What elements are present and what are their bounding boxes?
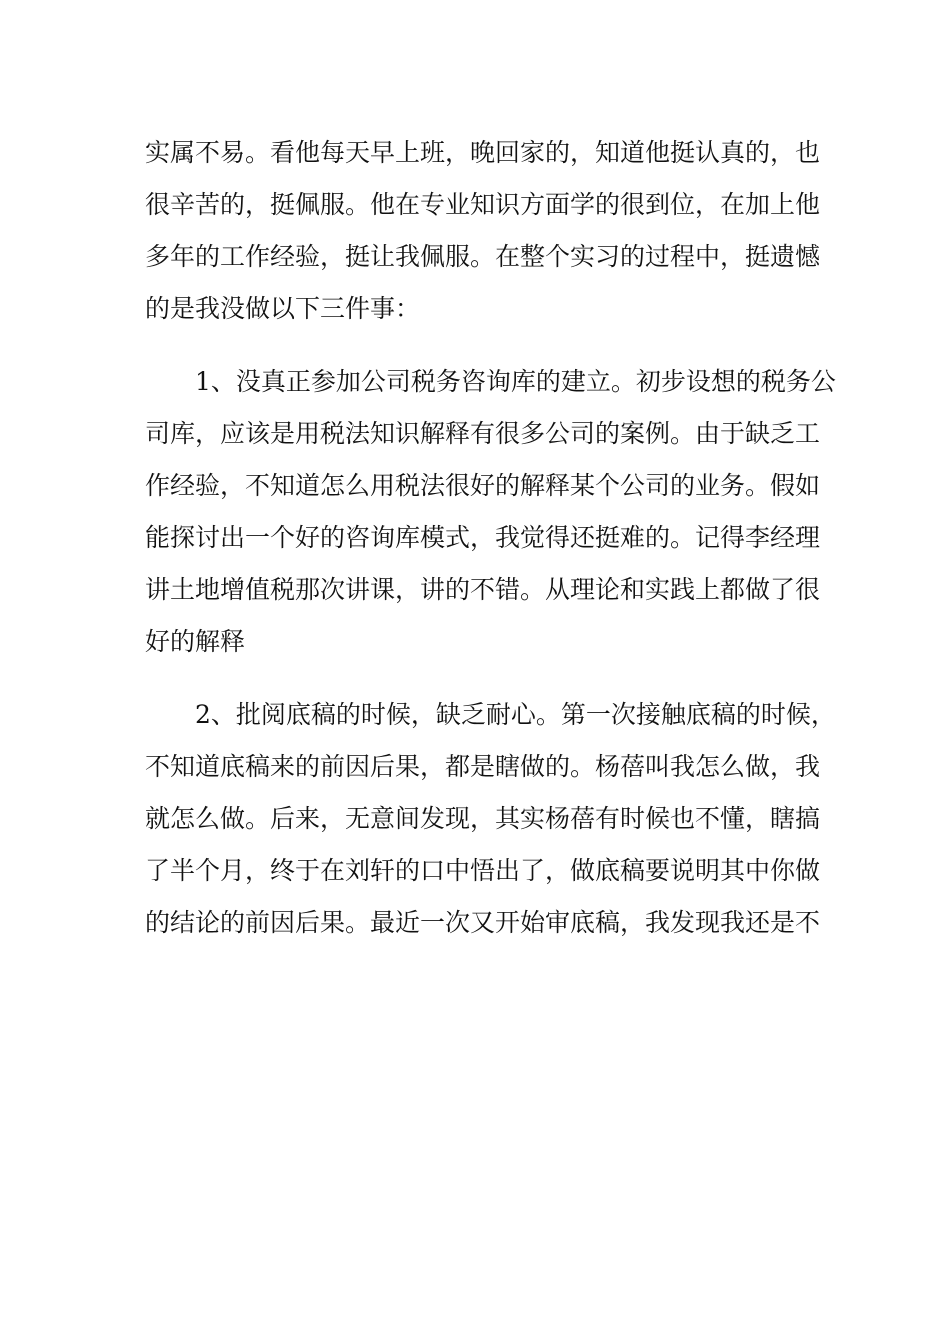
text-line: 讲土地增值税那次讲课，讲的不错。从理论和实践上都做了很 [145, 575, 821, 604]
text-line: 就怎么做。后来，无意间发现，其实杨蓓有时候也不懂，瞎搞 [145, 804, 821, 833]
text-line: 好的解释 [145, 627, 246, 656]
paragraph-gap [145, 668, 807, 689]
text-line: 能探讨出一个好的咨询库模式，我觉得还挺难的。记得李经理 [145, 523, 821, 552]
paragraph-2 [145, 356, 836, 668]
text-line: 多年的工作经验，挺让我佩服。在整个实习的过程中，挺遗憾 [145, 242, 821, 271]
paragraph-gap [145, 335, 807, 356]
paragraph-3 [145, 689, 836, 949]
text-line: 1、没真正参加公司税务咨询库的建立。初步设想的税务公 [145, 367, 836, 396]
paragraph-1 [145, 127, 821, 335]
text-line: 的结论的前因后果。最近一次又开始审底稿，我发现我还是不 [145, 908, 821, 937]
text-line: 很辛苦的，挺佩服。他在专业知识方面学的很到位，在加上他 [145, 190, 821, 219]
text-line: 2、批阅底稿的时候，缺乏耐心。第一次接触底稿的时候， [145, 700, 836, 729]
text-line: 作经验，不知道怎么用税法很好的解释某个公司的业务。假如 [145, 471, 821, 500]
text-line: 的是我没做以下三件事： [145, 294, 421, 323]
text-line: 实属不易。看他每天早上班，晚回家的，知道他挺认真的，也 [145, 138, 821, 167]
body-text [145, 127, 836, 949]
text-line: 司库，应该是用税法知识解释有很多公司的案例。由于缺乏工 [145, 419, 821, 448]
text-line: 不知道底稿来的前因后果，都是瞎做的。杨蓓叫我怎么做，我 [145, 752, 821, 781]
text-line: 了半个月，终于在刘轩的口中悟出了，做底稿要说明其中你做 [145, 856, 821, 885]
